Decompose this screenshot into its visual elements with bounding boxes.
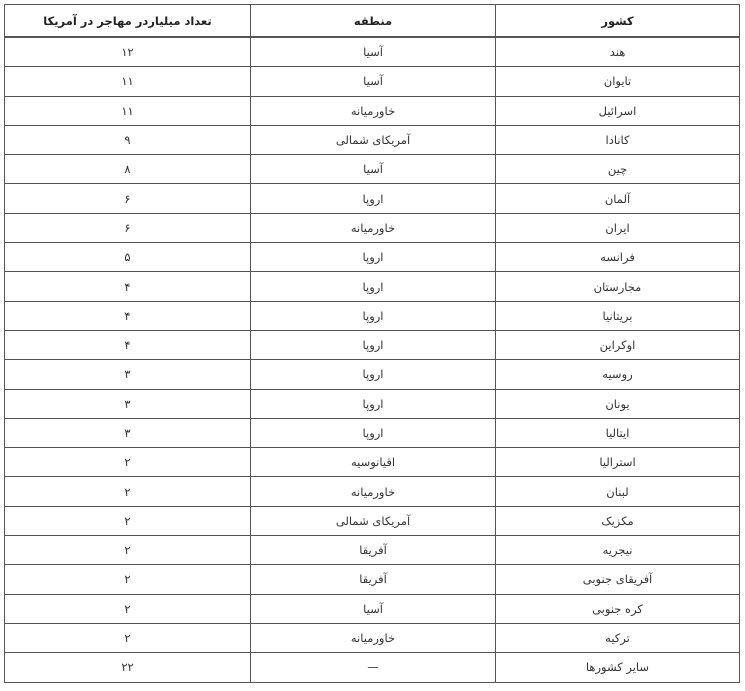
cell-country: لبنان <box>496 477 740 506</box>
cell-count: ۱۱ <box>5 67 251 96</box>
cell-count: ۲ <box>5 448 251 477</box>
table-row <box>5 448 740 477</box>
table-row <box>5 125 740 154</box>
table-row <box>5 184 740 213</box>
cell-country: ترکیه <box>496 623 740 652</box>
table-row <box>5 96 740 125</box>
header-country: کشور <box>496 5 740 38</box>
cell-country: یونان <box>496 389 740 418</box>
cell-region: اروپا <box>251 330 496 359</box>
cell-count: ۲ <box>5 536 251 565</box>
cell-region: خاورمیانه <box>251 96 496 125</box>
cell-count: ۵ <box>5 243 251 272</box>
cell-count: ۲ <box>5 623 251 652</box>
table-row <box>5 389 740 418</box>
table-row <box>5 565 740 594</box>
cell-country: اسرائیل <box>496 96 740 125</box>
cell-count: ۸ <box>5 155 251 184</box>
cell-region: آسیا <box>251 37 496 67</box>
cell-count: ۲ <box>5 565 251 594</box>
cell-region: آمریکای شمالی <box>251 125 496 154</box>
cell-region: خاورمیانه <box>251 623 496 652</box>
table-row <box>5 330 740 359</box>
cell-country: کره جنوبی <box>496 594 740 623</box>
cell-count: ۳ <box>5 418 251 447</box>
cell-country: فرانسه <box>496 243 740 272</box>
cell-country: روسیه <box>496 360 740 389</box>
cell-region: آسیا <box>251 67 496 96</box>
table-row <box>5 213 740 242</box>
cell-country: سایر کشورها <box>496 653 740 682</box>
cell-country: تایوان <box>496 67 740 96</box>
cell-count: ۴ <box>5 272 251 301</box>
table-row <box>5 360 740 389</box>
cell-region: اروپا <box>251 243 496 272</box>
cell-country: مجارستان <box>496 272 740 301</box>
cell-country: کانادا <box>496 125 740 154</box>
cell-count: ۲ <box>5 594 251 623</box>
cell-region: اروپا <box>251 418 496 447</box>
cell-count: ۶ <box>5 184 251 213</box>
cell-region: — <box>251 653 496 682</box>
cell-count: ۲ <box>5 477 251 506</box>
cell-country: استرالیا <box>496 448 740 477</box>
cell-region: آسیا <box>251 155 496 184</box>
cell-region: آفریقا <box>251 536 496 565</box>
table-row <box>5 623 740 652</box>
cell-count: ۱۱ <box>5 96 251 125</box>
cell-count: ۹ <box>5 125 251 154</box>
table-row <box>5 594 740 623</box>
cell-count: ۲ <box>5 506 251 535</box>
cell-region: اروپا <box>251 389 496 418</box>
table-row <box>5 477 740 506</box>
table-row <box>5 243 740 272</box>
table-row <box>5 301 740 330</box>
cell-country: هند <box>496 37 740 67</box>
table-row <box>5 653 740 682</box>
table-row <box>5 536 740 565</box>
cell-region: اروپا <box>251 184 496 213</box>
cell-count: ۶ <box>5 213 251 242</box>
cell-count: ۳ <box>5 360 251 389</box>
cell-country: آلمان <box>496 184 740 213</box>
cell-region: اقیانوسیه <box>251 448 496 477</box>
cell-region: آمریکای شمالی <box>251 506 496 535</box>
cell-region: خاورمیانه <box>251 213 496 242</box>
cell-count: ۴ <box>5 330 251 359</box>
cell-count: ۴ <box>5 301 251 330</box>
table-row <box>5 155 740 184</box>
table-row <box>5 418 740 447</box>
table-row <box>5 37 740 67</box>
cell-country: مکزیک <box>496 506 740 535</box>
cell-country: ایران <box>496 213 740 242</box>
cell-region: آفریقا <box>251 565 496 594</box>
cell-country: آفریقای جنوبی <box>496 565 740 594</box>
cell-region: اروپا <box>251 360 496 389</box>
cell-region: اروپا <box>251 272 496 301</box>
header-count: تعداد میلیاردر مهاجر در آمریکا <box>5 5 251 38</box>
billionaires-table <box>4 4 740 683</box>
cell-region: آسیا <box>251 594 496 623</box>
table-row <box>5 506 740 535</box>
cell-country: اوکراین <box>496 330 740 359</box>
header-region: منطقه <box>251 5 496 38</box>
cell-region: اروپا <box>251 301 496 330</box>
table-body <box>5 37 740 682</box>
cell-country: نیجریه <box>496 536 740 565</box>
cell-country: ایتالیا <box>496 418 740 447</box>
cell-region: خاورمیانه <box>251 477 496 506</box>
cell-count: ۱۲ <box>5 37 251 67</box>
cell-count: ۳ <box>5 389 251 418</box>
table-row <box>5 272 740 301</box>
table-container <box>4 4 739 683</box>
cell-country: چین <box>496 155 740 184</box>
cell-count: ۲۲ <box>5 653 251 682</box>
cell-country: بریتانیا <box>496 301 740 330</box>
header-row <box>5 5 740 38</box>
table-row <box>5 67 740 96</box>
